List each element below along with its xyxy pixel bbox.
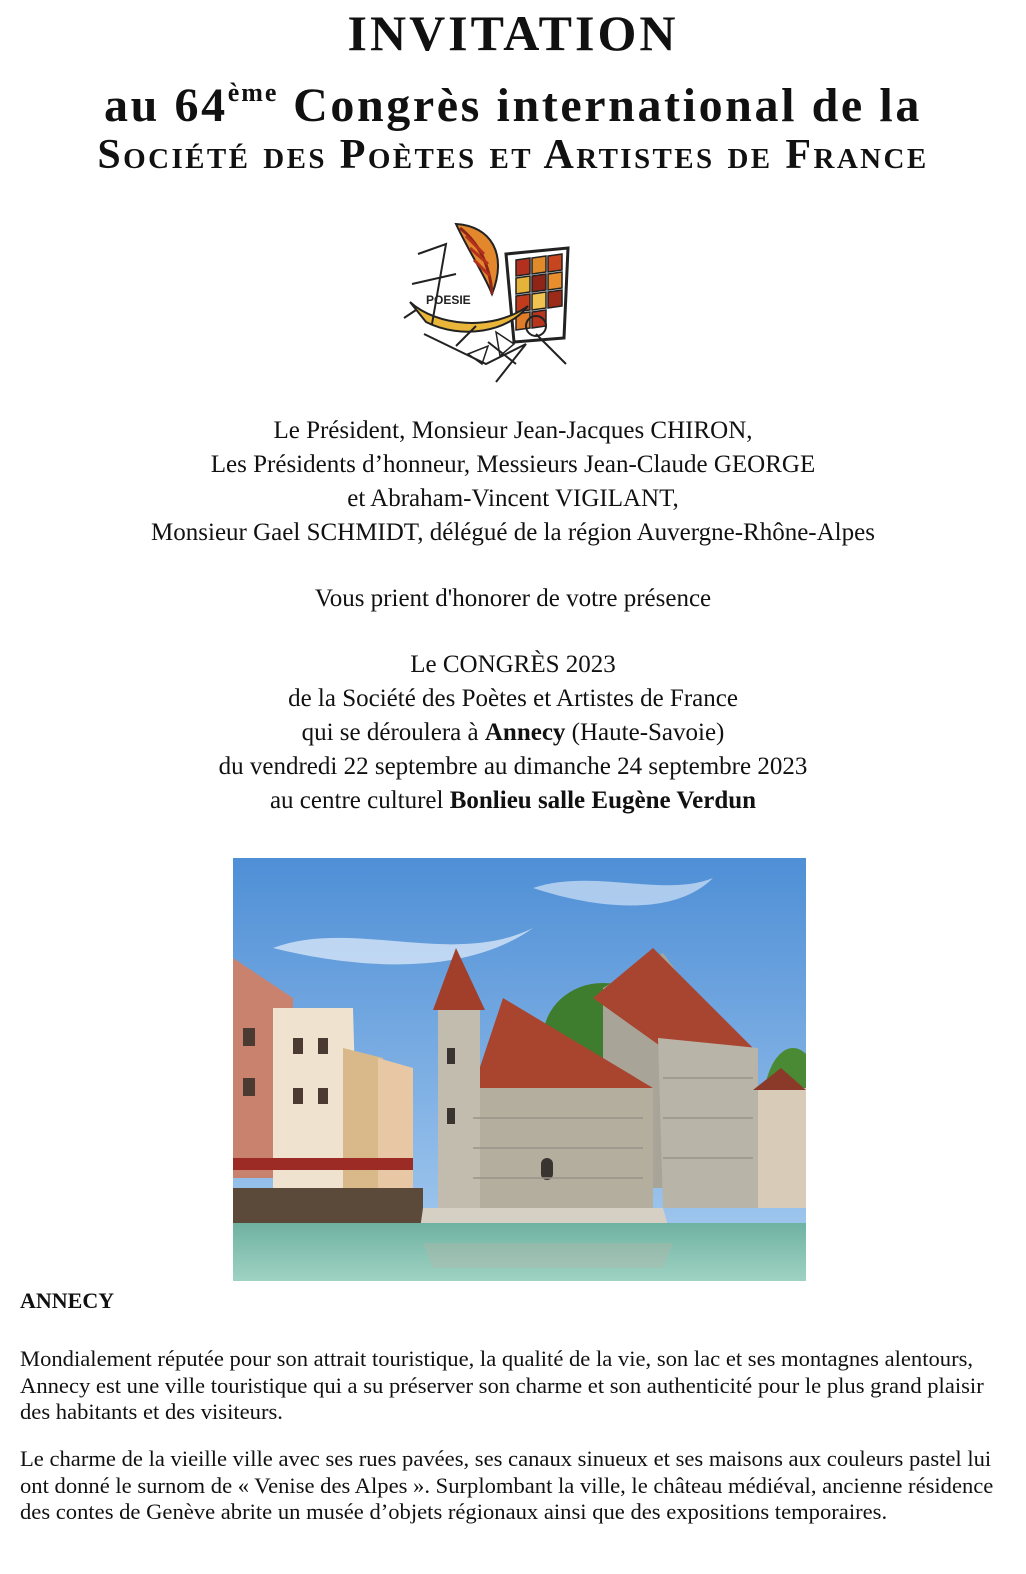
- venue-name: Bonlieu salle Eugène Verdun: [449, 787, 757, 814]
- event-line-venue: [0, 784, 1026, 818]
- event-block: [0, 648, 1026, 818]
- location-prefix: qui se déroulera à: [301, 719, 485, 746]
- location-city: Annecy: [484, 719, 566, 746]
- invitation-title: INVITATION: [347, 5, 679, 61]
- event-line-location: [0, 716, 1026, 750]
- congress-title-suffix: Congrès international de la: [278, 79, 922, 132]
- society-title: Société des Poètes et Artistes de France: [97, 132, 929, 178]
- poesie-logo: [396, 214, 578, 386]
- hosts-block: [0, 414, 1026, 550]
- logo-text: POESIE: [426, 293, 471, 307]
- event-line-title: Le CONGRÈS 2023: [410, 651, 616, 678]
- host-line: et Abraham-Vincent VIGILANT,: [347, 485, 679, 512]
- section-paragraph: Le charme de la vieille ville avec ses rues pavées, ses canaux sinueux et ses maisons aux couleurs pastel lui ont donné le surnom de « Venise des Alpes ». Surplombant la ville, le château médiéval, ancienne résidence des contes de Genève abrite un musée d’objets régionaux ainsi que des expositions temporaires.: [20, 1446, 994, 1524]
- congress-title-prefix: au 64: [104, 79, 228, 132]
- location-suffix: (Haute-Savoie): [565, 719, 725, 746]
- request-line: Vous prient d'honorer de votre présence: [314, 585, 712, 612]
- section-title: ANNECY: [20, 1288, 115, 1313]
- host-line: Le Président, Monsieur Jean-Jacques CHIRON,: [273, 417, 753, 444]
- section-paragraph: Mondialement réputée pour son attrait touristique, la qualité de la vie, son lac et ses montagnes alentours, Annecy est une ville touristique qui a su préserver son charme et son authenticité pour le plus grand plaisir des habitants et des visiteurs.: [20, 1346, 984, 1424]
- event-line-society: de la Société des Poètes et Artistes de France: [288, 685, 738, 712]
- annecy-photo: [233, 858, 806, 1281]
- congress-title: [0, 64, 1026, 135]
- host-line: Monsieur Gael SCHMIDT, délégué de la région Auvergne-Rhône-Alpes: [151, 519, 875, 546]
- host-line: Les Présidents d’honneur, Messieurs Jean-Claude GEORGE: [210, 451, 816, 478]
- congress-title-ordinal: ème: [227, 78, 279, 107]
- venue-prefix: au centre culturel: [269, 787, 450, 814]
- event-line-dates: du vendredi 22 septembre au dimanche 24 septembre 2023: [218, 753, 808, 780]
